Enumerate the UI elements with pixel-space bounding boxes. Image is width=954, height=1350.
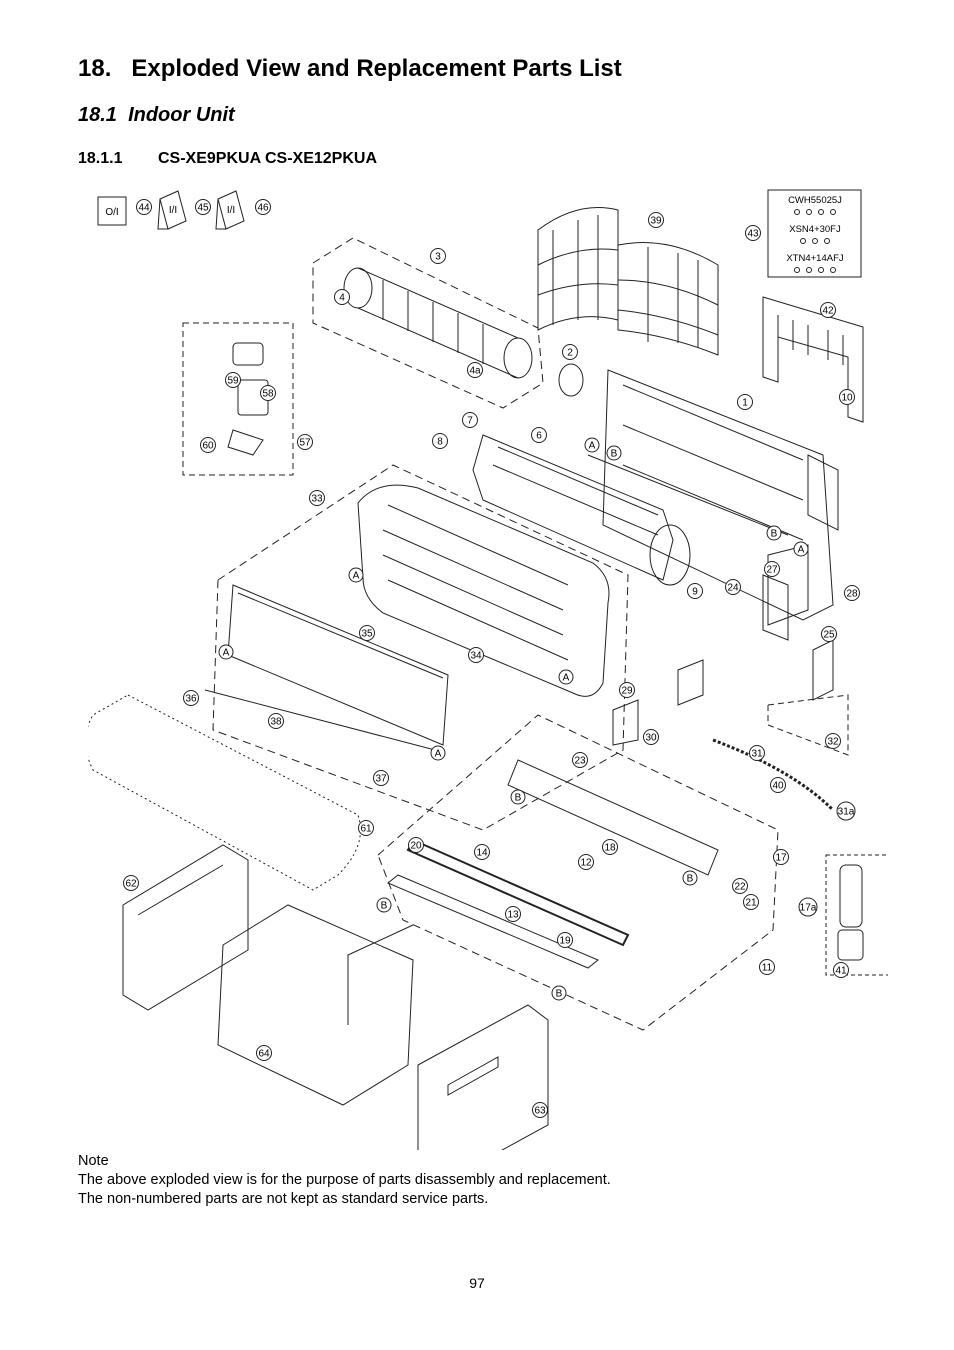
- part-label-25: [822, 627, 837, 642]
- part-label-3: [431, 249, 446, 264]
- svg-text:11: 11: [761, 962, 773, 974]
- svg-text:27: 27: [766, 564, 778, 576]
- svg-text:B: B: [380, 900, 388, 912]
- part-label-24: [726, 580, 741, 595]
- part-label-2: [563, 345, 578, 360]
- screw-icon: [795, 268, 800, 273]
- svg-text:A: A: [434, 748, 442, 760]
- svg-text:64: 64: [258, 1048, 270, 1060]
- part-label-21: [744, 895, 759, 910]
- screw-icon: [831, 210, 836, 215]
- part-label-7: [463, 413, 478, 428]
- part-label-22: [733, 879, 748, 894]
- svg-text:4: 4: [339, 292, 345, 304]
- part-label-37: [374, 771, 389, 786]
- part-label-1: [738, 395, 753, 410]
- svg-text:B: B: [514, 792, 522, 804]
- part-label-23: [573, 753, 588, 768]
- section-heading: [78, 55, 622, 83]
- air-filter-drawing: [538, 208, 718, 356]
- svg-text:10: 10: [841, 392, 853, 404]
- svg-text:63: 63: [534, 1105, 546, 1117]
- note-line-2: The non-numbered parts are not kept as standard service parts.: [78, 1191, 489, 1207]
- part-label-14: [475, 845, 490, 860]
- part-label-13: [506, 907, 521, 922]
- screw-icon: [831, 268, 836, 273]
- reference-marker-a: [559, 670, 573, 684]
- svg-text:17a: 17a: [799, 902, 817, 914]
- part-label-58: [261, 386, 276, 401]
- svg-text:7: 7: [467, 415, 473, 427]
- reference-marker-a: [794, 542, 808, 556]
- part-label-40: [771, 778, 786, 793]
- svg-text:B: B: [555, 988, 563, 1000]
- part-label-63: [533, 1103, 548, 1118]
- leader-line-38: [205, 690, 435, 750]
- part-label-10: [840, 390, 855, 405]
- section-heading-number: 18.: [78, 55, 112, 82]
- reference-marker-b: [607, 446, 621, 460]
- svg-text:3: 3: [435, 251, 441, 263]
- part-label-9: [688, 584, 703, 599]
- part-label-4: [335, 290, 350, 305]
- part-label-31: [750, 746, 765, 761]
- screw-icon: [825, 239, 830, 244]
- part-label-32: [826, 734, 841, 749]
- note-line-1: The above exploded view is for the purpose of parts disassembly and replacement.: [78, 1172, 611, 1188]
- svg-text:B: B: [770, 528, 778, 540]
- part-label-42: [821, 303, 836, 318]
- part-label-29: [620, 683, 635, 698]
- svg-text:6: 6: [536, 430, 542, 442]
- manual-label-3: I/I: [226, 205, 236, 216]
- subsection-heading: [78, 104, 235, 127]
- reference-marker-b: [377, 898, 391, 912]
- svg-text:A: A: [797, 544, 805, 556]
- part-label-28: [845, 586, 860, 601]
- part-label-11: [760, 960, 775, 975]
- svg-text:2: 2: [567, 347, 573, 359]
- svg-text:42: 42: [822, 305, 834, 317]
- packaging-drawing: [123, 845, 548, 1150]
- manual-label-2: I/I: [168, 205, 178, 216]
- svg-text:35: 35: [361, 628, 373, 640]
- screw-icon: [819, 268, 824, 273]
- part-label-6: [532, 428, 547, 443]
- part-label-8: [433, 434, 448, 449]
- svg-text:59: 59: [227, 375, 239, 387]
- svg-text:39: 39: [650, 215, 662, 227]
- part-label-36: [184, 691, 199, 706]
- svg-text:32: 32: [827, 736, 839, 748]
- part-label-12: [579, 855, 594, 870]
- part-label-35: [360, 626, 375, 641]
- part-label-64: [257, 1046, 272, 1061]
- control-box-drawing: [613, 545, 833, 745]
- screw-icon: [801, 239, 806, 244]
- reference-marker-b: [552, 986, 566, 1000]
- svg-text:22: 22: [734, 881, 746, 893]
- reference-marker-b: [683, 871, 697, 885]
- part-label-4a: [468, 363, 483, 378]
- svg-text:61: 61: [360, 823, 372, 835]
- drain-hose-drawing: [713, 740, 833, 810]
- svg-text:33: 33: [311, 493, 323, 505]
- screw-icon: [813, 239, 818, 244]
- reference-marker-a: [431, 746, 445, 760]
- svg-text:1: 1: [742, 397, 748, 409]
- page-number: 97: [469, 1275, 485, 1291]
- svg-text:13: 13: [507, 909, 519, 921]
- chassis-drawing: [588, 370, 838, 620]
- reference-marker-a: [219, 645, 233, 659]
- part-label-31a: [837, 802, 855, 820]
- part-label-39: [649, 213, 664, 228]
- svg-text:45: 45: [197, 202, 209, 214]
- fan-group-outline: [313, 238, 543, 408]
- svg-text:18: 18: [604, 842, 616, 854]
- svg-text:46: 46: [257, 202, 269, 214]
- svg-text:41: 41: [835, 965, 847, 977]
- part-label-43: [746, 226, 761, 241]
- svg-text:20: 20: [410, 840, 422, 852]
- svg-text:43: 43: [747, 228, 759, 240]
- svg-text:9: 9: [692, 586, 698, 598]
- svg-text:A: A: [588, 440, 596, 452]
- model-names: CS-XE9PKUA CS-XE12PKUA: [158, 150, 378, 167]
- svg-text:A: A: [222, 647, 230, 659]
- part-label-60: [201, 438, 216, 453]
- part-label-30: [644, 730, 659, 745]
- discharge-grille-drawing: [388, 760, 718, 968]
- part-label-45: [196, 200, 211, 215]
- svg-text:4a: 4a: [469, 365, 481, 377]
- cross-flow-fan-drawing: [344, 268, 532, 378]
- svg-text:58: 58: [262, 388, 274, 400]
- part-label-44: [137, 200, 152, 215]
- svg-text:A: A: [562, 672, 570, 684]
- note-block: [78, 1152, 611, 1209]
- screw-legend-1: CWH55025J: [788, 195, 842, 206]
- svg-text:44: 44: [138, 202, 150, 214]
- svg-text:25: 25: [823, 629, 835, 641]
- svg-text:B: B: [686, 873, 694, 885]
- svg-text:19: 19: [559, 935, 571, 947]
- model-section-number: 18.1.1: [78, 150, 123, 167]
- front-panel-drawing: [228, 585, 448, 745]
- reference-marker-a: [349, 568, 363, 582]
- svg-text:14: 14: [476, 847, 488, 859]
- svg-text:23: 23: [574, 755, 586, 767]
- reference-marker-a: [585, 438, 599, 452]
- screw-icon: [807, 210, 812, 215]
- part-label-17a: [799, 898, 817, 916]
- svg-text:40: 40: [772, 780, 784, 792]
- remote-control-drawing: [826, 855, 888, 975]
- svg-text:38: 38: [270, 716, 282, 728]
- screw-icon: [795, 210, 800, 215]
- screw-icon: [807, 268, 812, 273]
- exploded-view-diagram: [88, 185, 888, 1150]
- subsection-number: 18.1: [78, 104, 117, 126]
- part-label-18: [603, 840, 618, 855]
- svg-text:8: 8: [437, 436, 443, 448]
- subsection-title: Indoor Unit: [128, 104, 235, 126]
- screw-icon: [819, 210, 824, 215]
- part-label-38: [269, 714, 284, 729]
- front-grille-drawing: [358, 485, 609, 696]
- part-label-19: [558, 933, 573, 948]
- svg-text:31: 31: [751, 748, 763, 760]
- part-label-46: [256, 200, 271, 215]
- note-title: Note: [78, 1153, 109, 1169]
- fan-motor-drawing: [559, 364, 583, 396]
- part-label-57: [298, 435, 313, 450]
- svg-text:24: 24: [727, 582, 739, 594]
- part-label-59: [226, 373, 241, 388]
- svg-text:B: B: [610, 448, 618, 460]
- svg-text:36: 36: [185, 693, 197, 705]
- svg-text:57: 57: [299, 437, 311, 449]
- screw-legend-3: XTN4+14AFJ: [786, 253, 844, 264]
- model-heading: [78, 150, 377, 168]
- svg-text:31a: 31a: [837, 806, 855, 818]
- part-label-33: [310, 491, 325, 506]
- part-label-20: [409, 838, 424, 853]
- part-label-61: [359, 821, 374, 836]
- svg-text:60: 60: [202, 440, 214, 452]
- reference-marker-b: [511, 790, 525, 804]
- part-label-17: [774, 850, 789, 865]
- svg-text:21: 21: [745, 897, 757, 909]
- svg-text:A: A: [352, 570, 360, 582]
- reference-marker-b: [767, 526, 781, 540]
- svg-text:29: 29: [621, 685, 633, 697]
- shipping-cover-outline: [88, 695, 361, 890]
- svg-text:37: 37: [375, 773, 387, 785]
- svg-text:28: 28: [846, 588, 858, 600]
- evaporator-drawing: [473, 435, 690, 585]
- svg-text:30: 30: [645, 732, 657, 744]
- svg-text:34: 34: [470, 650, 482, 662]
- section-heading-title: Exploded View and Replacement Parts List: [131, 55, 622, 82]
- svg-text:62: 62: [125, 878, 137, 890]
- manual-label-1: O/I: [105, 207, 119, 218]
- part-label-41: [834, 963, 849, 978]
- part-label-27: [765, 562, 780, 577]
- part-label-62: [124, 876, 139, 891]
- svg-text:17: 17: [775, 852, 787, 864]
- svg-text:12: 12: [580, 857, 592, 869]
- part-label-34: [469, 648, 484, 663]
- screw-legend-2: XSN4+30FJ: [789, 224, 841, 235]
